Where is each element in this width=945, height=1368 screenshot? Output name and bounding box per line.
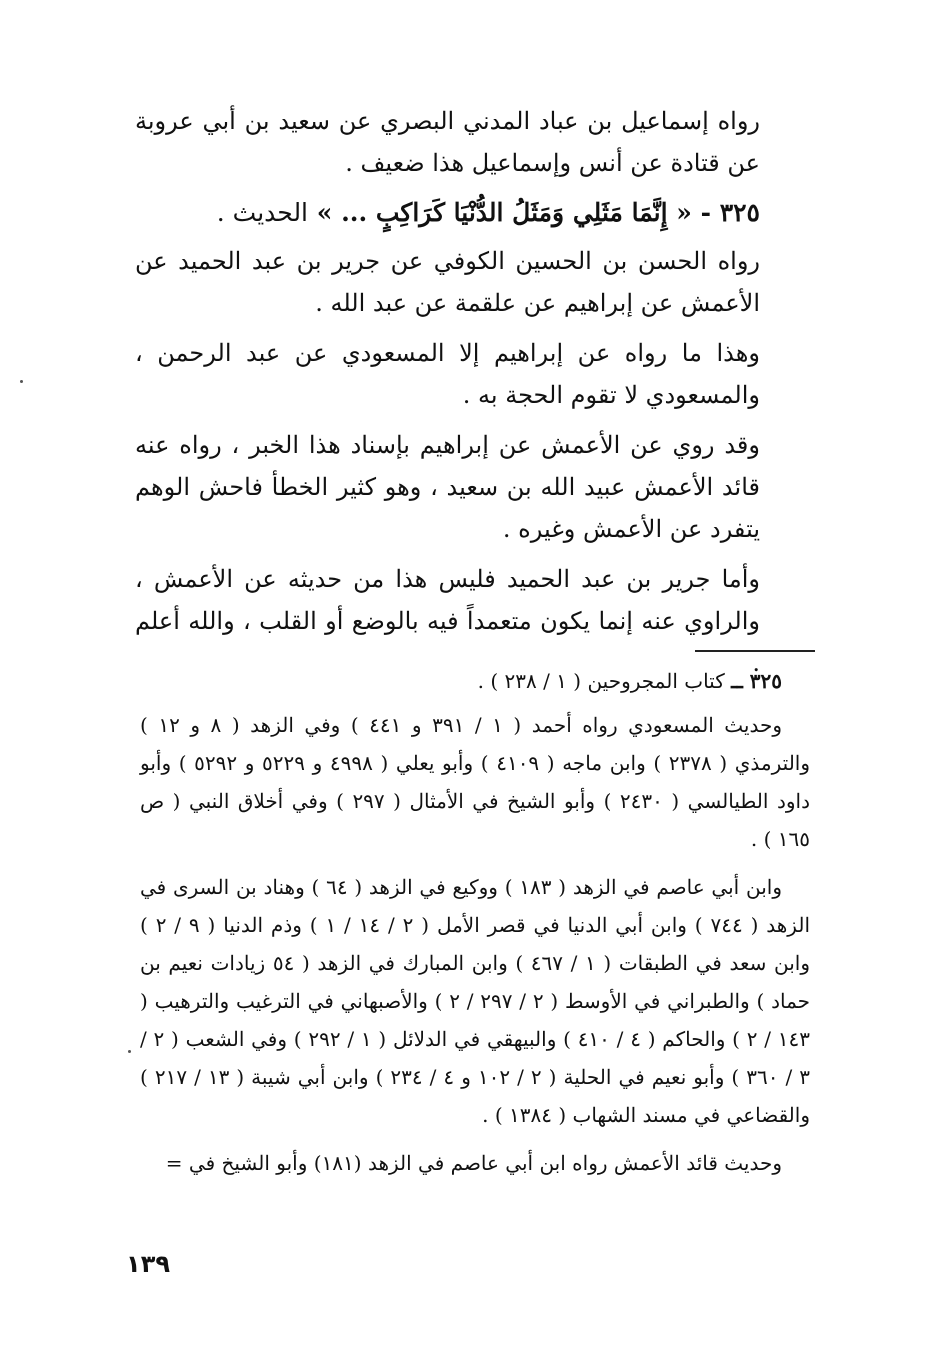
footnotes (140, 662, 810, 1192)
footnote-title: كتاب المجروحين ( ١ / ٢٣٨ ) . (477, 669, 725, 693)
hadith-number: ٣٢٥ - (700, 198, 760, 227)
scan-speck (128, 1050, 131, 1053)
footnote-number: ٣٢٥ ــ (731, 669, 782, 693)
footnote-note-1: وحديث المسعودي رواه أحمد ( ١ / ٣٩١ و ٤٤١ ) وفي الزهد ( ٨ و ١٢ ) والترمذي ( ٢٣٧٨ ) وابن ماجه ( ٤١٠٩ ) وأبو يعلي ( ٤٩٩٨ و ٥٢٢٩ و ٥٢٩٢ ) وأبو داود الطيالسي ( ٢٤٣٠ ) وأبو الشيخ في الأمثال ( ٢٩٧ ) وفي أخلاق النبي ( ص ١٦٥ ) . (140, 713, 811, 851)
footnote-separator (695, 650, 815, 652)
footnote-note-3: وحديث قائد الأعمش رواه ابن أبي عاصم في الزهد (١٨١) وأبو الشيخ في = (165, 1151, 782, 1175)
main-text (135, 100, 760, 692)
footnote-note-2: وابن أبي عاصم في الزهد ( ١٨٣ ) ووكيع في الزهد ( ٦٤ ) وهناد بن السرى في الزهد ( ٧٤٤ ) وابن أبي الدنيا في قصر الأمل ( ٢ / ١٤ / ١ ) وذم الدنيا ( ٩ / ٢ ) وابن سعد في الطبقات ( ١ / ٤٦٧ ) وابن المبارك في الزهد ( ٥٤ زيادات نعيم بن حماد ) والطبراني في الأوسط ( ٢ / ٢٩٧ / ٢ ) والأصبهاني في الترغيب والترهيب ( ١٤٣ / ٢ ) والحاكم ( ٤ / ٤١٠ ) والبيهقي في الدلائل ( ١ / ٢٩٢ ) وفي الشعب ( ٢ / ٣ / ٣٦٠ ) وأبو نعيم في الحلية ( ٢ / ١٠٢ و ٤ / ٢٣٤ ) وابن أبي شيبة ( ١٣ / ٢١٧ ) والقضاعي في مسند الشهاب ( ١٣٨٤ ) . (140, 875, 810, 1127)
footnote-heading (140, 662, 810, 700)
hadith-heading (135, 192, 760, 234)
hadith-tail: الحديث . (216, 198, 309, 227)
page-number: ١٣٩ (126, 1250, 170, 1278)
scan-speck (20, 380, 23, 383)
paragraph-3: وهذا ما رواه عن إبراهيم إلا المسعودي عن عبد الرحمن ، والمسعودي لا تقوم الحجة به . (135, 339, 760, 409)
paragraph-2: رواه الحسن بن الحسين الكوفي عن جرير بن عبد الحميد عن الأعمش عن إبراهيم عن علقمة عن عبد الله . (135, 247, 760, 317)
paragraph-5: وأما جرير بن عبد الحميد فليس هذا من حديثه عن الأعمش ، والراوي عنه إنما يكون متعمداً فيه بالوضع أو القلب ، والله أعلم . (135, 565, 761, 677)
hadith-quote: « إِنَّمَا مَثَلِي وَمَثَلُ الدُّنْيَا كَرَاكِبٍ ... » (316, 198, 692, 227)
paragraph-4: وقد روي عن الأعمش عن إبراهيم بإسناد هذا الخبر ، رواه عنه قائد الأعمش عبيد الله بن سعيد ، وهو كثير الخطأ فاحش الوهم يتفرد عن الأعمش وغيره . (135, 431, 760, 543)
paragraph-1: رواه إسماعيل بن عباد المدني البصري عن سعيد بن أبي عروبة عن قتادة عن أنس وإسماعيل هذا ضعيف . (135, 107, 760, 177)
